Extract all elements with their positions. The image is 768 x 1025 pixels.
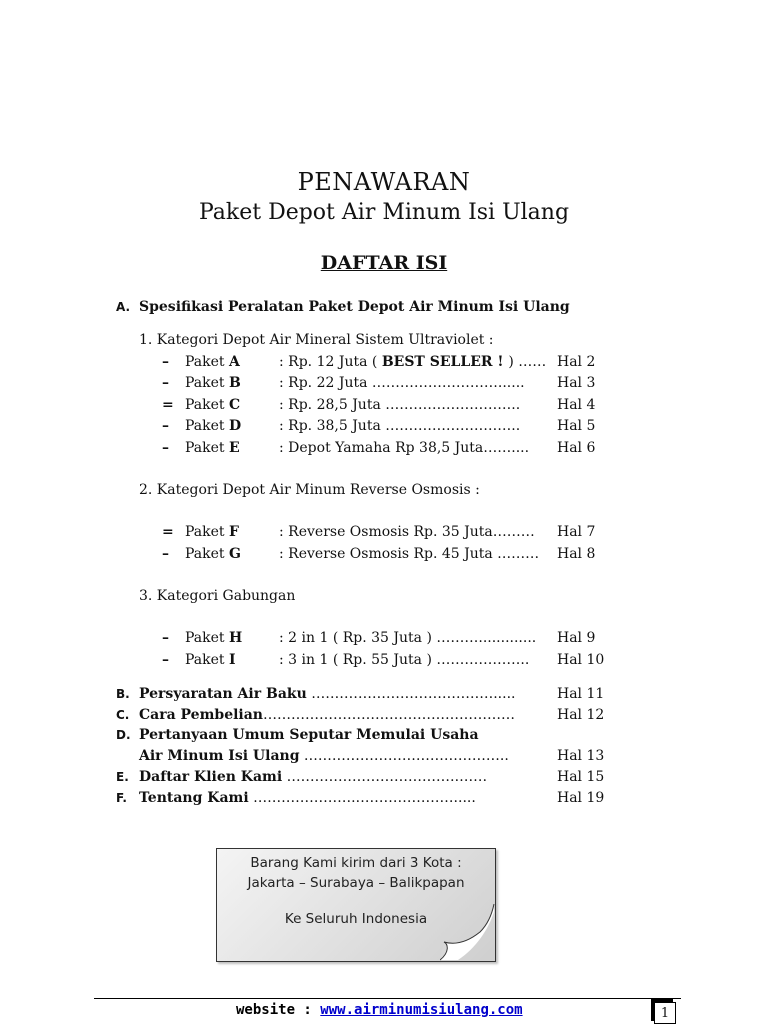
page-ref: Hal 10 — [557, 652, 605, 668]
toc-section-e — [0, 767, 768, 788]
category-label: 1. Kategori Depot Air Mineral Sistem Ultraviolet : — [139, 332, 494, 348]
toc-package-row — [0, 628, 768, 649]
list-dash: – — [162, 630, 169, 646]
toc-section-b — [0, 684, 768, 705]
toc-package-row — [0, 373, 768, 394]
page-ref: Hal 8 — [557, 546, 596, 562]
section-title: Daftar Klien Kami ……………………………….…… — [139, 769, 488, 785]
toc-package-row — [0, 395, 768, 416]
package-desc: : Reverse Osmosis Rp. 35 Juta……… — [279, 524, 535, 540]
section-letter: B. — [116, 687, 130, 701]
section-letter: E. — [116, 770, 129, 784]
page-ref: Hal 11 — [557, 686, 605, 702]
section-letter: F. — [116, 791, 127, 805]
package-desc: : Rp. 22 Juta ………………………...... — [279, 375, 525, 391]
package-name: Paket D — [185, 418, 242, 434]
list-dash: – — [162, 652, 169, 668]
page-ref: Hal 3 — [557, 375, 596, 391]
package-desc: : Reverse Osmosis Rp. 45 Juta ……… — [279, 546, 540, 562]
page-ref: Hal 5 — [557, 418, 596, 434]
page-ref: Hal 4 — [557, 397, 596, 413]
toc-package-row — [0, 352, 768, 373]
page-number: 1 — [654, 1002, 676, 1024]
category-label: 3. Kategori Gabungan — [139, 588, 296, 604]
package-name: Paket H — [185, 630, 243, 646]
section-letter: C. — [116, 708, 130, 722]
package-desc: : Depot Yamaha Rp 38,5 Juta…….... — [279, 440, 530, 456]
toc-section-a — [0, 297, 768, 318]
footer-rule — [94, 998, 681, 999]
page-curl-icon — [440, 904, 496, 962]
package-name: Paket G — [185, 546, 241, 562]
toc-section-c — [0, 705, 768, 726]
package-name: Paket F — [185, 524, 239, 540]
page-ref: Hal 2 — [557, 354, 596, 370]
section-title: Spesifikasi Peralatan Paket Depot Air Minum Isi Ulang — [139, 299, 570, 315]
callout-line-3: Ke Seluruh Indonesia — [284, 911, 428, 927]
toc-heading: DAFTAR ISI — [320, 252, 448, 274]
footer-label: website : — [236, 1002, 321, 1018]
list-dash: – — [162, 440, 169, 456]
page-ref: Hal 15 — [557, 769, 605, 785]
section-title: Tentang Kami ………………….…………………..... — [139, 790, 476, 806]
section-title: Pertanyaan Umum Seputar Memulai Usaha — [139, 727, 479, 743]
package-name: Paket E — [185, 440, 240, 456]
list-dash: – — [162, 418, 169, 434]
toc-section-d — [0, 725, 768, 746]
toc-category — [0, 586, 768, 607]
toc-package-row — [0, 522, 768, 543]
section-letter: D. — [116, 728, 131, 742]
page-ref: Hal 12 — [557, 707, 605, 723]
page-ref: Hal 7 — [557, 524, 596, 540]
document-subtitle: Paket Depot Air Minum Isi Ulang — [198, 200, 570, 225]
document-title: PENAWARAN — [297, 168, 471, 196]
package-desc: : Rp. 12 Juta ( BEST SELLER ! ) …… — [279, 354, 547, 370]
footer-website — [236, 1002, 523, 1018]
toc-package-row — [0, 438, 768, 459]
package-name: Paket C — [185, 397, 241, 413]
toc-section-f — [0, 788, 768, 809]
list-dash: – — [162, 354, 169, 370]
page-ref: Hal 13 — [557, 748, 605, 764]
package-name: Paket A — [185, 354, 240, 370]
package-desc: : 3 in 1 ( Rp. 55 Juta ) ……………….. — [279, 652, 530, 668]
list-dash: = — [162, 397, 174, 413]
page-ref: Hal 6 — [557, 440, 596, 456]
list-dash: = — [162, 524, 174, 540]
website-link[interactable]: www.airminumisiulang.com — [320, 1002, 523, 1018]
page-ref: Hal 19 — [557, 790, 605, 806]
category-label: 2. Kategori Depot Air Minum Reverse Osmosis : — [139, 482, 480, 498]
package-desc: : Rp. 38,5 Juta ……………………….. — [279, 418, 521, 434]
toc-package-row — [0, 416, 768, 437]
callout-line-2: Jakarta – Surabaya – Balikpapan — [247, 875, 465, 891]
package-name: Paket B — [185, 375, 241, 391]
package-desc: : Rp. 28,5 Juta ……………………….. — [279, 397, 521, 413]
toc-category — [0, 480, 768, 501]
section-letter: A. — [116, 300, 131, 314]
list-dash: – — [162, 375, 169, 391]
toc-section-d-cont — [0, 746, 768, 767]
toc-package-row — [0, 650, 768, 671]
callout-line-1: Barang Kami kirim dari 3 Kota : — [250, 855, 462, 871]
section-title-cont: Air Minum Isi Ulang …………………………………….. — [139, 748, 509, 764]
toc-category — [0, 330, 768, 351]
list-dash: – — [162, 546, 169, 562]
section-title: Cara Pembelian……………………………………………… — [139, 707, 515, 723]
page-ref: Hal 9 — [557, 630, 596, 646]
package-desc: : 2 in 1 ( Rp. 35 Juta ) ………............. — [279, 630, 537, 646]
package-name: Paket I — [185, 652, 236, 668]
toc-package-row — [0, 544, 768, 565]
section-title: Persyaratan Air Baku …………………………………..... — [139, 686, 516, 702]
